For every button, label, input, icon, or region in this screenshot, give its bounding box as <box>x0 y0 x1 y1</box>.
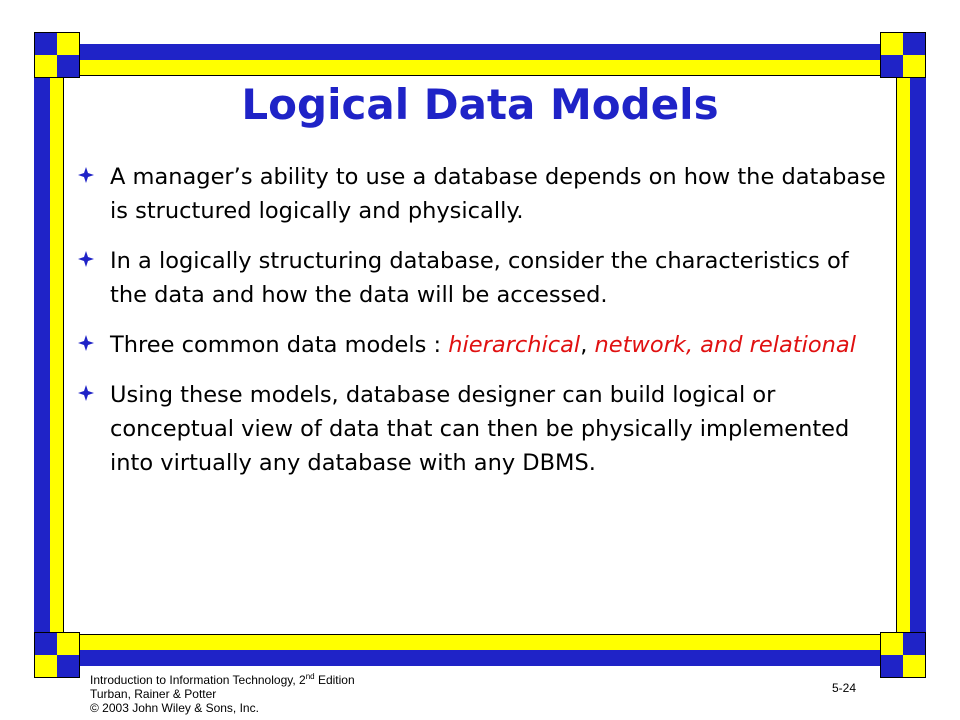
term-network: network <box>594 332 686 358</box>
diamond-bullet-icon <box>78 385 94 401</box>
diamond-bullet-icon <box>78 251 94 267</box>
frame-top-yellow-bar <box>56 60 904 76</box>
frame-bottom-blue-bar <box>56 650 904 666</box>
footer-copyright: © 2003 John Wiley & Sons, Inc. <box>90 701 259 715</box>
frame-left-yellow-bar <box>50 60 64 650</box>
bullet-list <box>76 160 886 496</box>
bullet-item <box>76 328 886 362</box>
corner-top-right <box>880 32 926 78</box>
bullet-item <box>76 244 886 312</box>
footer-credits <box>90 670 355 715</box>
corner-bottom-left <box>34 632 80 678</box>
frame-bottom-yellow-bar <box>56 634 904 650</box>
bullet-item <box>76 378 886 480</box>
frame-right-blue-bar <box>910 44 926 666</box>
term-hierarchical: hierarchical <box>448 332 581 358</box>
corner-top-left <box>34 32 80 78</box>
bullet-text: In a logically structuring database, consider the characteristics of the data and how the data will be accessed. <box>110 248 849 308</box>
frame-right-yellow-bar <box>896 60 910 650</box>
separator: , and <box>685 332 750 358</box>
slide-title: Logical Data Models <box>241 80 719 129</box>
page-number: 5-24 <box>832 681 857 695</box>
footer-authors: Turban, Rainer & Potter <box>90 687 217 701</box>
bullet-text: Using these models, database designer can build logical or conceptual view of data that can then be physically implemented into virtually any database with any DBMS. <box>110 382 850 476</box>
footer-book-title: Introduction to Information Technology, 2nd Edition <box>90 672 355 687</box>
diamond-bullet-icon <box>78 335 94 351</box>
bullet-item <box>76 160 886 228</box>
corner-bottom-right <box>880 632 926 678</box>
frame-left-blue-bar <box>34 44 50 666</box>
frame-top-blue-bar <box>56 44 904 60</box>
term-relational: relational <box>749 332 856 358</box>
bullet-text: A manager’s ability to use a database depends on how the database is structured logically and physically. <box>110 164 886 224</box>
bullet-text-prefix: Three common data models : <box>110 332 449 358</box>
separator: , <box>580 332 595 358</box>
diamond-bullet-icon <box>78 167 94 183</box>
